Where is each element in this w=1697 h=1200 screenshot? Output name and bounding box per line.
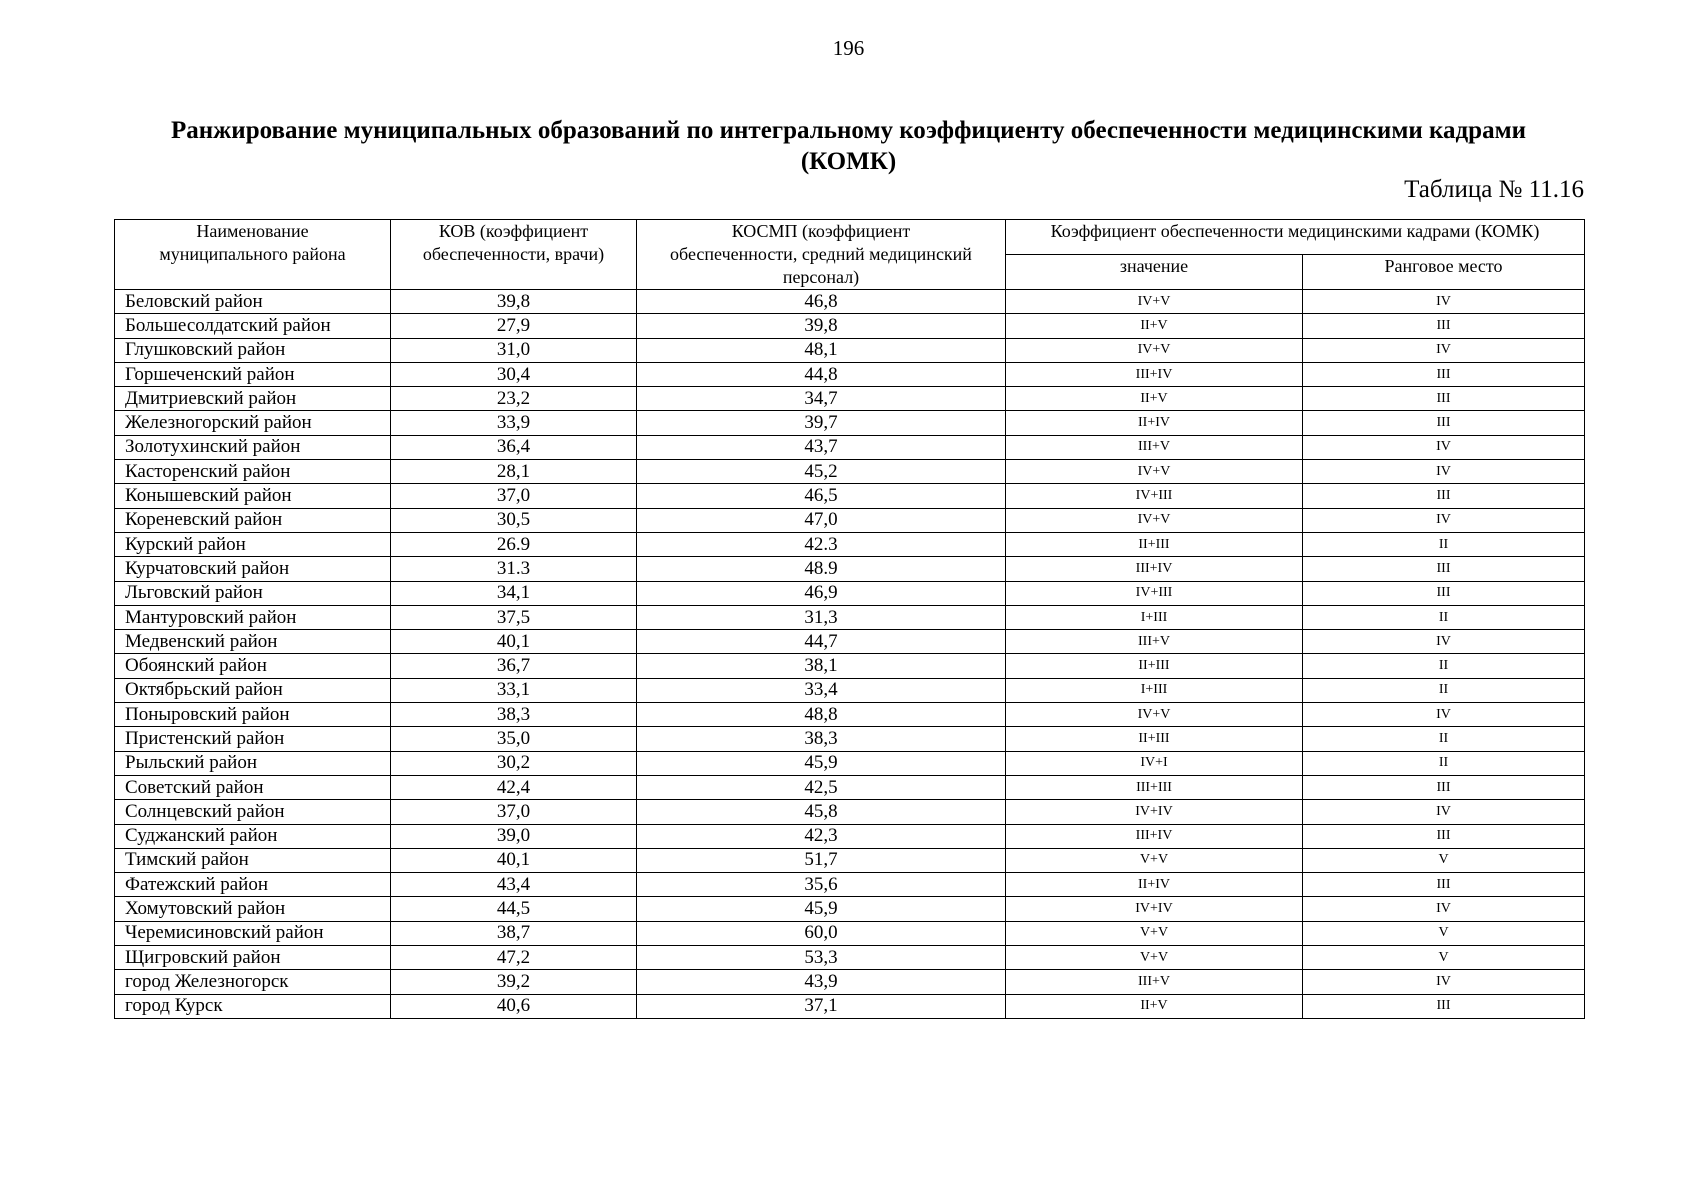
cell-komk-value: II+V xyxy=(1006,314,1303,338)
table-row xyxy=(115,800,1585,824)
table-body xyxy=(115,290,1585,1019)
cell-kosmp: 53,3 xyxy=(637,946,1006,970)
header-value: значение xyxy=(1006,255,1303,290)
cell-kov: 26.9 xyxy=(391,532,637,556)
cell-municipality: Дмитриевский район xyxy=(115,387,391,411)
cell-kov: 34,1 xyxy=(391,581,637,605)
cell-kov: 37,0 xyxy=(391,800,637,824)
table-row xyxy=(115,557,1585,581)
cell-rank: III xyxy=(1303,824,1585,848)
cell-komk-value: IV+IV xyxy=(1006,897,1303,921)
cell-komk-value: I+III xyxy=(1006,678,1303,702)
cell-kosmp: 39,8 xyxy=(637,314,1006,338)
cell-komk-value: IV+IV xyxy=(1006,800,1303,824)
table-row xyxy=(115,873,1585,897)
cell-rank: IV xyxy=(1303,897,1585,921)
cell-rank: III xyxy=(1303,411,1585,435)
cell-kosmp: 48,1 xyxy=(637,338,1006,362)
cell-kosmp: 33,4 xyxy=(637,678,1006,702)
cell-rank: II xyxy=(1303,654,1585,678)
cell-kosmp: 43,9 xyxy=(637,970,1006,994)
cell-municipality: Льговский район xyxy=(115,581,391,605)
cell-komk-value: IV+V xyxy=(1006,338,1303,362)
cell-rank: III xyxy=(1303,775,1585,799)
cell-kov: 30,4 xyxy=(391,362,637,386)
cell-komk-value: III+V xyxy=(1006,630,1303,654)
cell-municipality: Курский район xyxy=(115,532,391,556)
cell-kov: 30,2 xyxy=(391,751,637,775)
cell-komk-value: IV+V xyxy=(1006,703,1303,727)
cell-komk-value: II+III xyxy=(1006,727,1303,751)
cell-kov: 27,9 xyxy=(391,314,637,338)
header-kosmp: КОСМП (коэффициент обеспеченности, средний медицинский персонал) xyxy=(637,220,1006,290)
cell-kov: 31,0 xyxy=(391,338,637,362)
cell-rank: III xyxy=(1303,557,1585,581)
table-row xyxy=(115,338,1585,362)
cell-komk-value: V+V xyxy=(1006,848,1303,872)
cell-kosmp: 31,3 xyxy=(637,605,1006,629)
cell-komk-value: III+IV xyxy=(1006,824,1303,848)
table-row xyxy=(115,532,1585,556)
table-row xyxy=(115,824,1585,848)
cell-municipality: Железногорский район xyxy=(115,411,391,435)
cell-municipality: Медвенский район xyxy=(115,630,391,654)
page-number: 196 xyxy=(832,36,865,60)
cell-kosmp: 46,9 xyxy=(637,581,1006,605)
ranking-table xyxy=(114,219,1585,1019)
cell-rank: IV xyxy=(1303,290,1585,314)
table-row xyxy=(115,314,1585,338)
cell-kov: 37,5 xyxy=(391,605,637,629)
cell-komk-value: II+III xyxy=(1006,532,1303,556)
cell-kov: 39,0 xyxy=(391,824,637,848)
cell-kosmp: 45,9 xyxy=(637,751,1006,775)
cell-kosmp: 44,8 xyxy=(637,362,1006,386)
cell-kosmp: 42.3 xyxy=(637,532,1006,556)
cell-rank: III xyxy=(1303,873,1585,897)
cell-rank: III xyxy=(1303,362,1585,386)
cell-rank: IV xyxy=(1303,970,1585,994)
cell-municipality: Глушковский район xyxy=(115,338,391,362)
cell-komk-value: I+III xyxy=(1006,605,1303,629)
cell-komk-value: IV+V xyxy=(1006,290,1303,314)
table-row xyxy=(115,946,1585,970)
table-row xyxy=(115,411,1585,435)
cell-kov: 40,1 xyxy=(391,848,637,872)
cell-kosmp: 38,1 xyxy=(637,654,1006,678)
table-row xyxy=(115,678,1585,702)
table-row xyxy=(115,970,1585,994)
header-rank: Ранговое место xyxy=(1303,255,1585,290)
cell-municipality: Хомутовский район xyxy=(115,897,391,921)
cell-kosmp: 46,8 xyxy=(637,290,1006,314)
cell-kosmp: 38,3 xyxy=(637,727,1006,751)
cell-municipality: Курчатовский район xyxy=(115,557,391,581)
cell-municipality: Щигровский район xyxy=(115,946,391,970)
cell-kov: 40,6 xyxy=(391,994,637,1018)
table-row xyxy=(115,703,1585,727)
cell-municipality: Горшеченский район xyxy=(115,362,391,386)
cell-kov: 42,4 xyxy=(391,775,637,799)
cell-rank: IV xyxy=(1303,703,1585,727)
cell-komk-value: V+V xyxy=(1006,946,1303,970)
cell-kosmp: 45,8 xyxy=(637,800,1006,824)
cell-komk-value: II+V xyxy=(1006,994,1303,1018)
table-row xyxy=(115,848,1585,872)
cell-municipality: Большесолдатский район xyxy=(115,314,391,338)
cell-kosmp: 47,0 xyxy=(637,508,1006,532)
cell-komk-value: IV+I xyxy=(1006,751,1303,775)
cell-municipality: Золотухинский район xyxy=(115,435,391,459)
table-row xyxy=(115,508,1585,532)
cell-municipality: Солнцевский район xyxy=(115,800,391,824)
title-line-1: Ранжирование муниципальных образований по интегральному коэффициенту обеспеченности медицинскими кадрами xyxy=(170,117,1527,144)
cell-rank: III xyxy=(1303,387,1585,411)
cell-kov: 37,0 xyxy=(391,484,637,508)
cell-rank: IV xyxy=(1303,800,1585,824)
cell-kosmp: 37,1 xyxy=(637,994,1006,1018)
cell-kov: 35,0 xyxy=(391,727,637,751)
cell-kosmp: 46,5 xyxy=(637,484,1006,508)
table-row xyxy=(115,387,1585,411)
table-row xyxy=(115,727,1585,751)
cell-rank: V xyxy=(1303,848,1585,872)
cell-kosmp: 43,7 xyxy=(637,435,1006,459)
cell-municipality: Черемисиновский район xyxy=(115,921,391,945)
cell-kosmp: 48.9 xyxy=(637,557,1006,581)
cell-komk-value: II+III xyxy=(1006,654,1303,678)
cell-rank: IV xyxy=(1303,460,1585,484)
cell-rank: III xyxy=(1303,581,1585,605)
cell-kosmp: 60,0 xyxy=(637,921,1006,945)
table-row xyxy=(115,994,1585,1018)
cell-komk-value: III+III xyxy=(1006,775,1303,799)
table-row xyxy=(115,897,1585,921)
cell-kov: 36,4 xyxy=(391,435,637,459)
cell-komk-value: IV+V xyxy=(1006,508,1303,532)
cell-komk-value: III+V xyxy=(1006,970,1303,994)
cell-kov: 33,1 xyxy=(391,678,637,702)
cell-komk-value: II+IV xyxy=(1006,873,1303,897)
cell-municipality: город Железногорск xyxy=(115,970,391,994)
cell-kosmp: 48,8 xyxy=(637,703,1006,727)
cell-komk-value: III+IV xyxy=(1006,362,1303,386)
cell-rank: IV xyxy=(1303,630,1585,654)
cell-kov: 30,5 xyxy=(391,508,637,532)
cell-kov: 36,7 xyxy=(391,654,637,678)
cell-kov: 23,2 xyxy=(391,387,637,411)
cell-kov: 44,5 xyxy=(391,897,637,921)
cell-rank: II xyxy=(1303,605,1585,629)
cell-municipality: Обоянский район xyxy=(115,654,391,678)
table-row xyxy=(115,630,1585,654)
document-title xyxy=(100,115,1597,177)
cell-kov: 39,8 xyxy=(391,290,637,314)
cell-komk-value: IV+III xyxy=(1006,484,1303,508)
cell-municipality: Касторенский район xyxy=(115,460,391,484)
cell-municipality: Фатежский район xyxy=(115,873,391,897)
table-row xyxy=(115,775,1585,799)
cell-rank: V xyxy=(1303,946,1585,970)
cell-kosmp: 45,2 xyxy=(637,460,1006,484)
cell-municipality: Беловский район xyxy=(115,290,391,314)
table-row xyxy=(115,362,1585,386)
cell-rank: II xyxy=(1303,678,1585,702)
table-row xyxy=(115,460,1585,484)
cell-rank: IV xyxy=(1303,435,1585,459)
cell-municipality: Пристенский район xyxy=(115,727,391,751)
cell-rank: II xyxy=(1303,532,1585,556)
cell-kosmp: 35,6 xyxy=(637,873,1006,897)
cell-municipality: Рыльский район xyxy=(115,751,391,775)
cell-kosmp: 34,7 xyxy=(637,387,1006,411)
cell-komk-value: II+V xyxy=(1006,387,1303,411)
cell-municipality: Конышевский район xyxy=(115,484,391,508)
cell-rank: IV xyxy=(1303,508,1585,532)
header-kov: КОВ (коэффициент обеспеченности, врачи) xyxy=(391,220,637,290)
table-number: Таблица № 11.16 xyxy=(1404,176,1584,203)
title-line-2: (КОМК) xyxy=(800,148,897,175)
cell-kov: 31.3 xyxy=(391,557,637,581)
cell-kosmp: 42,3 xyxy=(637,824,1006,848)
cell-rank: III xyxy=(1303,484,1585,508)
cell-rank: III xyxy=(1303,994,1585,1018)
cell-komk-value: IV+III xyxy=(1006,581,1303,605)
table-row xyxy=(115,751,1585,775)
cell-kov: 43,4 xyxy=(391,873,637,897)
cell-municipality: Суджанский район xyxy=(115,824,391,848)
cell-kosmp: 45,9 xyxy=(637,897,1006,921)
cell-kov: 40,1 xyxy=(391,630,637,654)
cell-kosmp: 42,5 xyxy=(637,775,1006,799)
cell-kov: 33,9 xyxy=(391,411,637,435)
cell-rank: II xyxy=(1303,727,1585,751)
cell-rank: V xyxy=(1303,921,1585,945)
cell-rank: IV xyxy=(1303,338,1585,362)
cell-municipality: Кореневский район xyxy=(115,508,391,532)
cell-municipality: Советский район xyxy=(115,775,391,799)
cell-komk-value: II+IV xyxy=(1006,411,1303,435)
cell-kosmp: 44,7 xyxy=(637,630,1006,654)
cell-kov: 38,7 xyxy=(391,921,637,945)
cell-komk-value: V+V xyxy=(1006,921,1303,945)
cell-komk-value: IV+V xyxy=(1006,460,1303,484)
table-row xyxy=(115,581,1585,605)
table-row xyxy=(115,654,1585,678)
cell-kosmp: 51,7 xyxy=(637,848,1006,872)
cell-municipality: Тимский район xyxy=(115,848,391,872)
cell-municipality: Мантуровский район xyxy=(115,605,391,629)
cell-komk-value: III+V xyxy=(1006,435,1303,459)
cell-kov: 38,3 xyxy=(391,703,637,727)
cell-kov: 47,2 xyxy=(391,946,637,970)
cell-kov: 28,1 xyxy=(391,460,637,484)
table-row xyxy=(115,435,1585,459)
cell-municipality: Октябрьский район xyxy=(115,678,391,702)
cell-kov: 39,2 xyxy=(391,970,637,994)
table-row xyxy=(115,921,1585,945)
table-row xyxy=(115,484,1585,508)
cell-rank: III xyxy=(1303,314,1585,338)
cell-rank: II xyxy=(1303,751,1585,775)
header-municipality: Наименование муниципального района xyxy=(115,220,391,290)
cell-municipality: Поныровский район xyxy=(115,703,391,727)
cell-municipality: город Курск xyxy=(115,994,391,1018)
table-row xyxy=(115,290,1585,314)
table-row xyxy=(115,605,1585,629)
cell-kosmp: 39,7 xyxy=(637,411,1006,435)
header-komk: Коэффициент обеспеченности медицинскими кадрами (КОМК) xyxy=(1006,220,1585,255)
cell-komk-value: III+IV xyxy=(1006,557,1303,581)
